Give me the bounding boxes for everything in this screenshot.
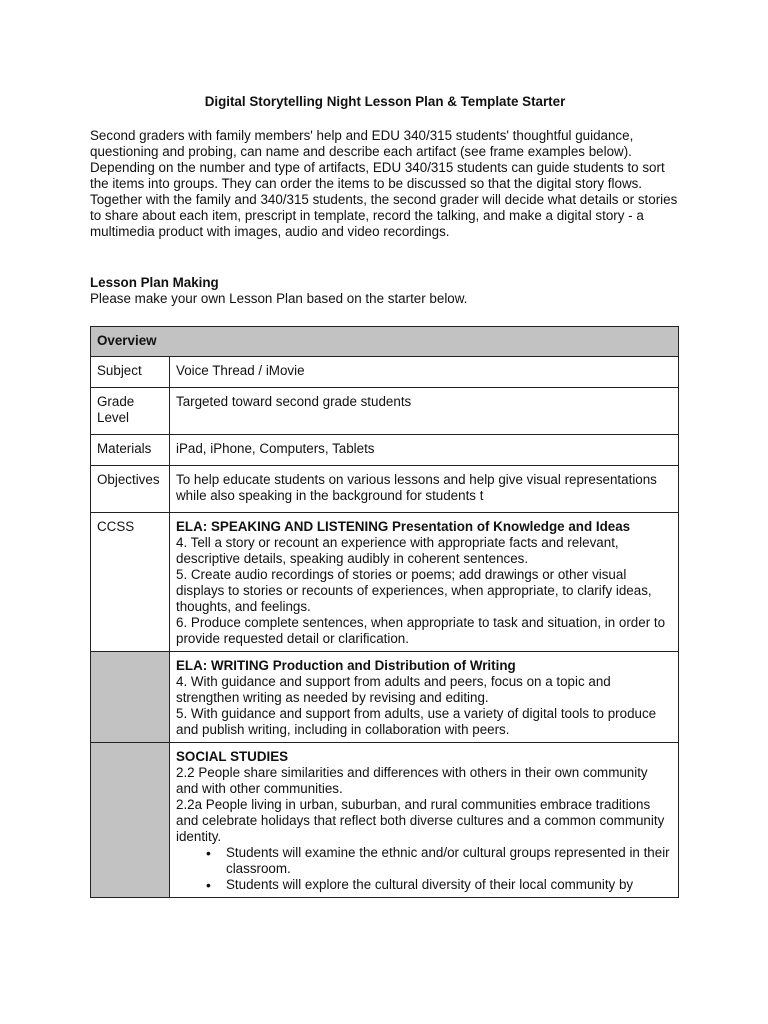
writing-content [170, 652, 679, 743]
bullet-item: • Students will examine the ethnic and/or cultural groups represented in their classroom. [226, 845, 672, 877]
row-value: To help educate students on various lessons and help give visual representations while also speaking in the background for students t [170, 466, 679, 513]
row-label: Subject [91, 357, 170, 388]
overview-header: Overview [91, 327, 679, 357]
ccss-row [91, 513, 679, 652]
section-subtitle: Please make your own Lesson Plan based on the starter below. [90, 291, 468, 306]
writing-item: 4. With guidance and support from adults and peers, focus on a topic and strengthen writing as needed by revising and editing. [176, 674, 611, 705]
row-value: iPad, iPhone, Computers, Tablets [170, 435, 679, 466]
intro-paragraph: Second graders with family members' help and EDU 340/315 students' thoughtful guidance, questioning and probing, can name and describe each artifact (see frame examples below). Depending on the number and type of artifacts, EDU 340/315 students can guide students to sort the items into groups. They can order the items to be discussed so that the digital story flows. Together with the family and 340/315 students, the second grader will decide what details or stories to share about each item, prescript in template, record the talking, and make a digital story - a multimedia product with images, audio and video recordings. [90, 128, 678, 239]
table-row [91, 466, 679, 513]
ccss-item: 6. Produce complete sentences, when appropriate to task and situation, in order to provide requested detail or clarification. [176, 615, 666, 646]
writing-title: ELA: WRITING Production and Distribution of Writing [176, 658, 516, 673]
row-label: Objectives [91, 466, 170, 513]
section-heading: Lesson Plan Making [90, 275, 219, 290]
empty-label-cell [91, 652, 170, 743]
row-label: Materials [91, 435, 170, 466]
social-studies-row [91, 743, 679, 898]
row-label: CCSS [91, 513, 170, 652]
ccss-title: ELA: SPEAKING AND LISTENING Presentation of Knowledge and Ideas [176, 519, 631, 534]
lesson-plan-table [90, 326, 679, 898]
social-studies-item: 2.2a People living in urban, suburban, and rural communities embrace traditions and celebrate holidays that reflect both diverse cultures and a common community identity. [176, 797, 665, 844]
row-value: Voice Thread / iMovie [170, 357, 679, 388]
overview-row [91, 327, 679, 357]
social-studies-bullets [176, 845, 672, 893]
writing-item: 5. With guidance and support from adults, use a variety of digital tools to produce and publish writing, including in collaboration with peers. [176, 706, 657, 737]
row-label: Grade Level [91, 388, 170, 435]
social-studies-content [170, 743, 679, 898]
ccss-content [170, 513, 679, 652]
table-row [91, 388, 679, 435]
social-studies-title: SOCIAL STUDIES [176, 749, 289, 764]
ccss-item: 4. Tell a story or recount an experience with appropriate facts and relevant, descriptive details, speaking audibly in coherent sentences. [176, 535, 619, 566]
row-value: Targeted toward second grade students [170, 388, 679, 435]
table-row [91, 357, 679, 388]
ccss-item: 5. Create audio recordings of stories or poems; add drawings or other visual displays to stories or recounts of experiences, when appropriate, to clarify ideas, thoughts, and feelings. [176, 567, 652, 614]
document-title: Digital Storytelling Night Lesson Plan & Template Starter [204, 94, 566, 109]
writing-row [91, 652, 679, 743]
bullet-item: • Students will explore the cultural diversity of their local community by [226, 877, 672, 893]
empty-label-cell [91, 743, 170, 898]
table-row [91, 435, 679, 466]
social-studies-item: 2.2 People share similarities and differences with others in their own community and with other communities. [176, 765, 648, 796]
